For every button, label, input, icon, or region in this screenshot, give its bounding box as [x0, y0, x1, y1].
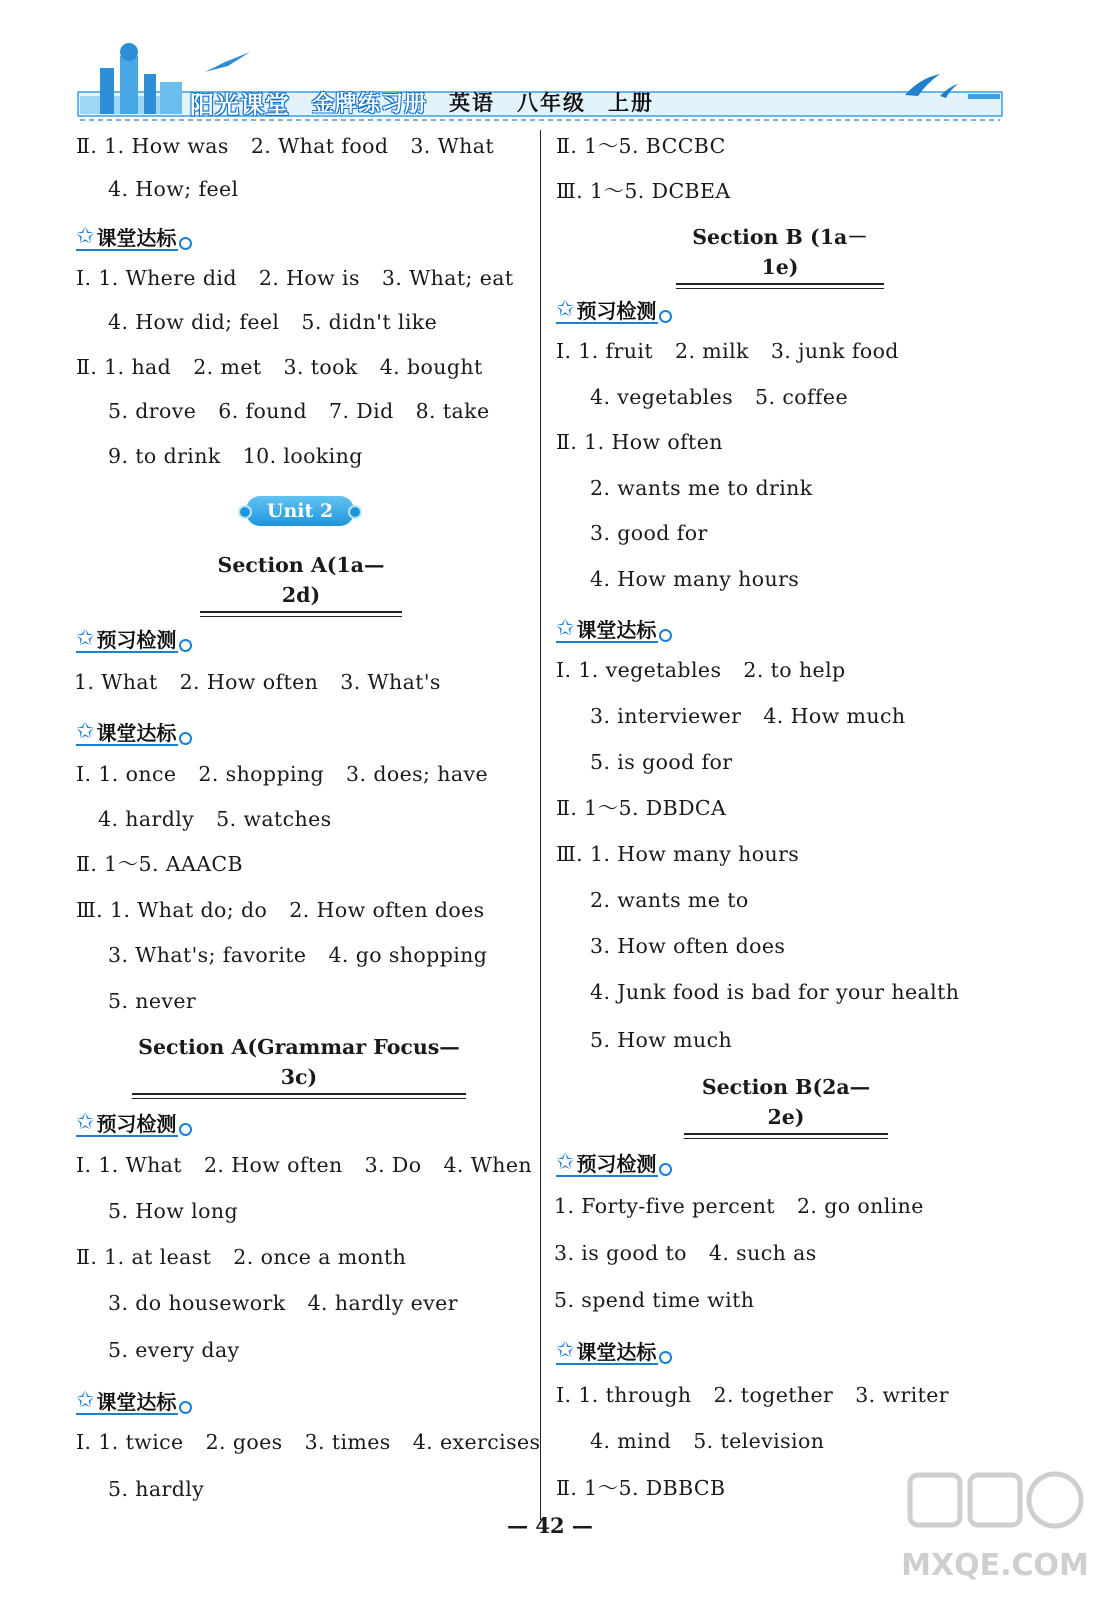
answer-line [556, 840, 799, 868]
star-icon: ✩ [76, 1109, 95, 1135]
column-divider [540, 130, 541, 1520]
answer-line [108, 1197, 238, 1225]
circle-icon [179, 1123, 192, 1136]
circle-icon [659, 310, 672, 323]
book-title: 金牌练习册 [312, 91, 428, 117]
answer-item: 5. watches [216, 807, 332, 831]
circle-icon [659, 1163, 672, 1176]
answer-item: 3. How often does [590, 934, 786, 958]
answer-line [76, 1428, 540, 1456]
section-heading [132, 1032, 466, 1092]
section-heading [684, 1072, 888, 1132]
answer-line [554, 1192, 924, 1220]
answer-line [76, 760, 488, 788]
answer-line [76, 850, 243, 878]
answer-line [554, 1286, 754, 1314]
answer-item: 2. wants me to [590, 888, 749, 912]
series-title: 阳光课堂 [190, 90, 290, 119]
answer-item: 2. goes [205, 1430, 283, 1454]
answer-line [556, 177, 731, 205]
answer-item: 5. television [693, 1429, 825, 1453]
answer-line [108, 442, 363, 470]
tag-label: 课堂达标 [96, 720, 177, 745]
answer-item: 2. How often [203, 1153, 343, 1177]
answer-item: 5. drove [108, 399, 197, 423]
answer-item: 4. How many hours [590, 567, 800, 591]
preview-tag [556, 1146, 672, 1178]
answer-line [108, 308, 437, 336]
answer-line [556, 656, 846, 684]
answer-item: Ⅱ. 1. at least [76, 1245, 212, 1269]
answer-line [590, 519, 708, 547]
star-icon: ✩ [76, 1387, 95, 1413]
star-icon: ✩ [556, 1337, 575, 1363]
answer-item: 3. junk food [770, 339, 899, 363]
answer-item: 4. hardly [98, 807, 195, 831]
tag-label: 预习检测 [576, 298, 657, 323]
answer-line [108, 987, 196, 1015]
answer-line [108, 175, 238, 203]
answer-item: 4. How did; feel [108, 310, 280, 334]
answer-line [590, 1427, 824, 1455]
answer-item: 4. bought [379, 355, 483, 379]
section-heading [200, 550, 402, 610]
answer-line [76, 896, 485, 924]
answer-item: 2. wants me to drink [590, 476, 813, 500]
section-title: Section B (1a－1e) [692, 225, 868, 279]
answer-line [76, 132, 494, 160]
tag-label: 课堂达标 [576, 617, 657, 642]
answer-item: 2. What food [250, 134, 389, 158]
answer-item: Ⅱ. 1～5. DBBCB [556, 1476, 726, 1500]
answer-item: 2. once a month [233, 1245, 407, 1269]
answer-line [76, 1151, 532, 1179]
answer-line [108, 397, 489, 425]
header-brand [190, 84, 654, 120]
answer-item: 2. go online [796, 1194, 924, 1218]
answer-line [556, 132, 726, 160]
answer-item: 3. took [283, 355, 358, 379]
classroom-tag [556, 612, 672, 644]
tag-label: 预习检测 [96, 1111, 177, 1136]
tag-label: 预习检测 [96, 627, 177, 652]
circle-icon [179, 639, 192, 652]
answer-item: Ⅰ. 1. twice [76, 1430, 184, 1454]
answer-item: 2. met [193, 355, 262, 379]
answer-line [590, 978, 959, 1006]
section-title: Section A(Grammar Focus—3c) [138, 1035, 460, 1089]
answer-item: 2. shopping [198, 762, 325, 786]
star-icon: ✩ [76, 223, 95, 249]
answer-item: Ⅲ. 1. What do; do [76, 898, 268, 922]
answer-line [554, 1239, 817, 1267]
watermark-logo [900, 1465, 1090, 1590]
star-icon: ✩ [556, 1149, 575, 1175]
answer-line [556, 428, 723, 456]
answer-item: Ⅰ. 1. Where did [76, 266, 237, 290]
preview-tag [556, 293, 672, 325]
answer-item: 3. good for [590, 521, 708, 545]
answer-line [108, 941, 487, 969]
tag-label: 课堂达标 [96, 1389, 177, 1414]
answer-item: Ⅲ. 1. How many hours [556, 842, 800, 866]
answer-item: 4. When [443, 1153, 532, 1177]
answer-item: 9. to drink [108, 444, 221, 468]
preview-tag [76, 622, 192, 654]
answer-item: 4. go shopping [328, 943, 488, 967]
answer-item: 5. is good for [590, 750, 733, 774]
answer-line [556, 337, 899, 365]
answer-item: 5. How long [108, 1199, 238, 1223]
answer-item: Ⅱ. 1. had [76, 355, 172, 379]
answer-item: 4. How; feel [108, 177, 239, 201]
answer-item: 4. vegetables [590, 385, 734, 409]
answer-item: 3. What; eat [381, 266, 514, 290]
answer-item: 5. didn't like [301, 310, 438, 334]
answer-item: 5. never [108, 989, 197, 1013]
circle-icon [659, 1351, 672, 1364]
answer-item: 2. How is [258, 266, 360, 290]
answer-item: 3. writer [855, 1383, 949, 1407]
answer-item: Ⅰ. 1. What [76, 1153, 182, 1177]
classroom-tag [76, 220, 192, 252]
section-title: Section B(2a—2e) [701, 1075, 871, 1129]
answer-item: 4. Junk food is bad for your health [590, 980, 960, 1004]
answer-line [590, 702, 905, 730]
classroom-tag [556, 1334, 672, 1366]
answer-item: 2. milk [675, 339, 749, 363]
answer-item: 4. such as [708, 1241, 817, 1265]
answer-item: Ⅱ. 1～5. DBDCA [556, 796, 727, 820]
answer-item: 1. Forty-five percent [554, 1194, 775, 1218]
star-icon: ✩ [556, 296, 575, 322]
star-icon: ✩ [76, 625, 95, 651]
section-heading [676, 222, 884, 282]
answer-item: 5. coffee [755, 385, 848, 409]
answer-line [590, 565, 799, 593]
answer-item: 3. What [410, 134, 494, 158]
answer-line [108, 1336, 240, 1364]
answer-item: Ⅰ. 1. fruit [556, 339, 653, 363]
star-icon: ✩ [76, 718, 95, 744]
answer-line [98, 805, 332, 833]
classroom-tag [76, 715, 192, 747]
answer-item: Ⅰ. 1. once [76, 762, 177, 786]
answer-item: 3. What's; favorite [108, 943, 307, 967]
page-number: — 42 — [507, 1513, 593, 1538]
answer-item: 5. hardly [108, 1477, 205, 1501]
circle-icon [179, 1401, 192, 1414]
answer-line [590, 1026, 732, 1054]
grade-label: 八年级 [517, 91, 587, 115]
answer-item: 3. times [304, 1430, 391, 1454]
answer-line [74, 668, 441, 696]
circle-icon [179, 732, 192, 745]
answer-item: 10. looking [242, 444, 363, 468]
answer-item: Ⅱ. 1～5. BCCBC [556, 134, 726, 158]
tag-label: 课堂达标 [96, 225, 177, 250]
answer-item: 4. hardly ever [307, 1291, 458, 1315]
answer-item: 3. does; have [346, 762, 489, 786]
answer-item: 3. Do [364, 1153, 422, 1177]
answer-item: Ⅱ. 1. How often [556, 430, 723, 454]
answer-item: 5. How much [590, 1028, 733, 1052]
circle-icon [179, 237, 192, 250]
answer-line [556, 794, 726, 822]
answer-item: Ⅰ. 1. through [556, 1383, 692, 1407]
answer-line [590, 383, 848, 411]
answer-item: Ⅱ. 1～5. AAACB [76, 852, 243, 876]
answer-item: 2. to help [743, 658, 846, 682]
answer-item: 3. What's [340, 670, 441, 694]
answer-line [76, 353, 483, 381]
answer-item: Ⅱ. 1. How was [76, 134, 229, 158]
answer-item: 1. What [74, 670, 158, 694]
volume-label: 上册 [608, 91, 655, 115]
page-header [0, 0, 1104, 130]
section-title: Section A(1a—2d) [217, 553, 385, 607]
answer-item: 3. interviewer [590, 704, 742, 728]
answer-item: 5. every day [108, 1338, 240, 1362]
circle-icon [659, 629, 672, 642]
answer-line [590, 474, 813, 502]
star-icon: ✩ [556, 615, 575, 641]
unit-badge: Unit 2 [246, 496, 354, 526]
answer-line [590, 932, 785, 960]
answer-line [108, 1289, 458, 1317]
answer-line [76, 1243, 406, 1271]
answer-item: 2. How often does [289, 898, 485, 922]
answer-item: 2. How often [179, 670, 319, 694]
tag-label: 课堂达标 [576, 1339, 657, 1364]
classroom-tag [76, 1384, 192, 1416]
answer-item: 7. Did [329, 399, 394, 423]
answer-item: 3. is good to [554, 1241, 687, 1265]
answer-line [556, 1381, 949, 1409]
answer-item: 6. found [218, 399, 307, 423]
answer-item: 3. do housework [108, 1291, 286, 1315]
answer-item: 5. spend time with [554, 1288, 755, 1312]
answer-line [556, 1474, 725, 1502]
answer-item: 8. take [415, 399, 490, 423]
watermark-text: MXQE.COM [901, 1548, 1089, 1583]
answer-item: 2. together [713, 1383, 834, 1407]
answer-line [76, 264, 514, 292]
tag-label: 预习检测 [576, 1151, 657, 1176]
answer-line [590, 748, 732, 776]
answer-item: 4. exercises [412, 1430, 541, 1454]
answer-item: 4. How much [763, 704, 906, 728]
answer-line [108, 1475, 204, 1503]
answer-line [590, 886, 749, 914]
subject-label: 英语 [449, 91, 496, 115]
answer-item: Ⅲ. 1～5. DCBEA [556, 179, 731, 203]
preview-tag [76, 1106, 192, 1138]
answer-item: Ⅰ. 1. vegetables [556, 658, 722, 682]
answer-item: 4. mind [590, 1429, 672, 1453]
